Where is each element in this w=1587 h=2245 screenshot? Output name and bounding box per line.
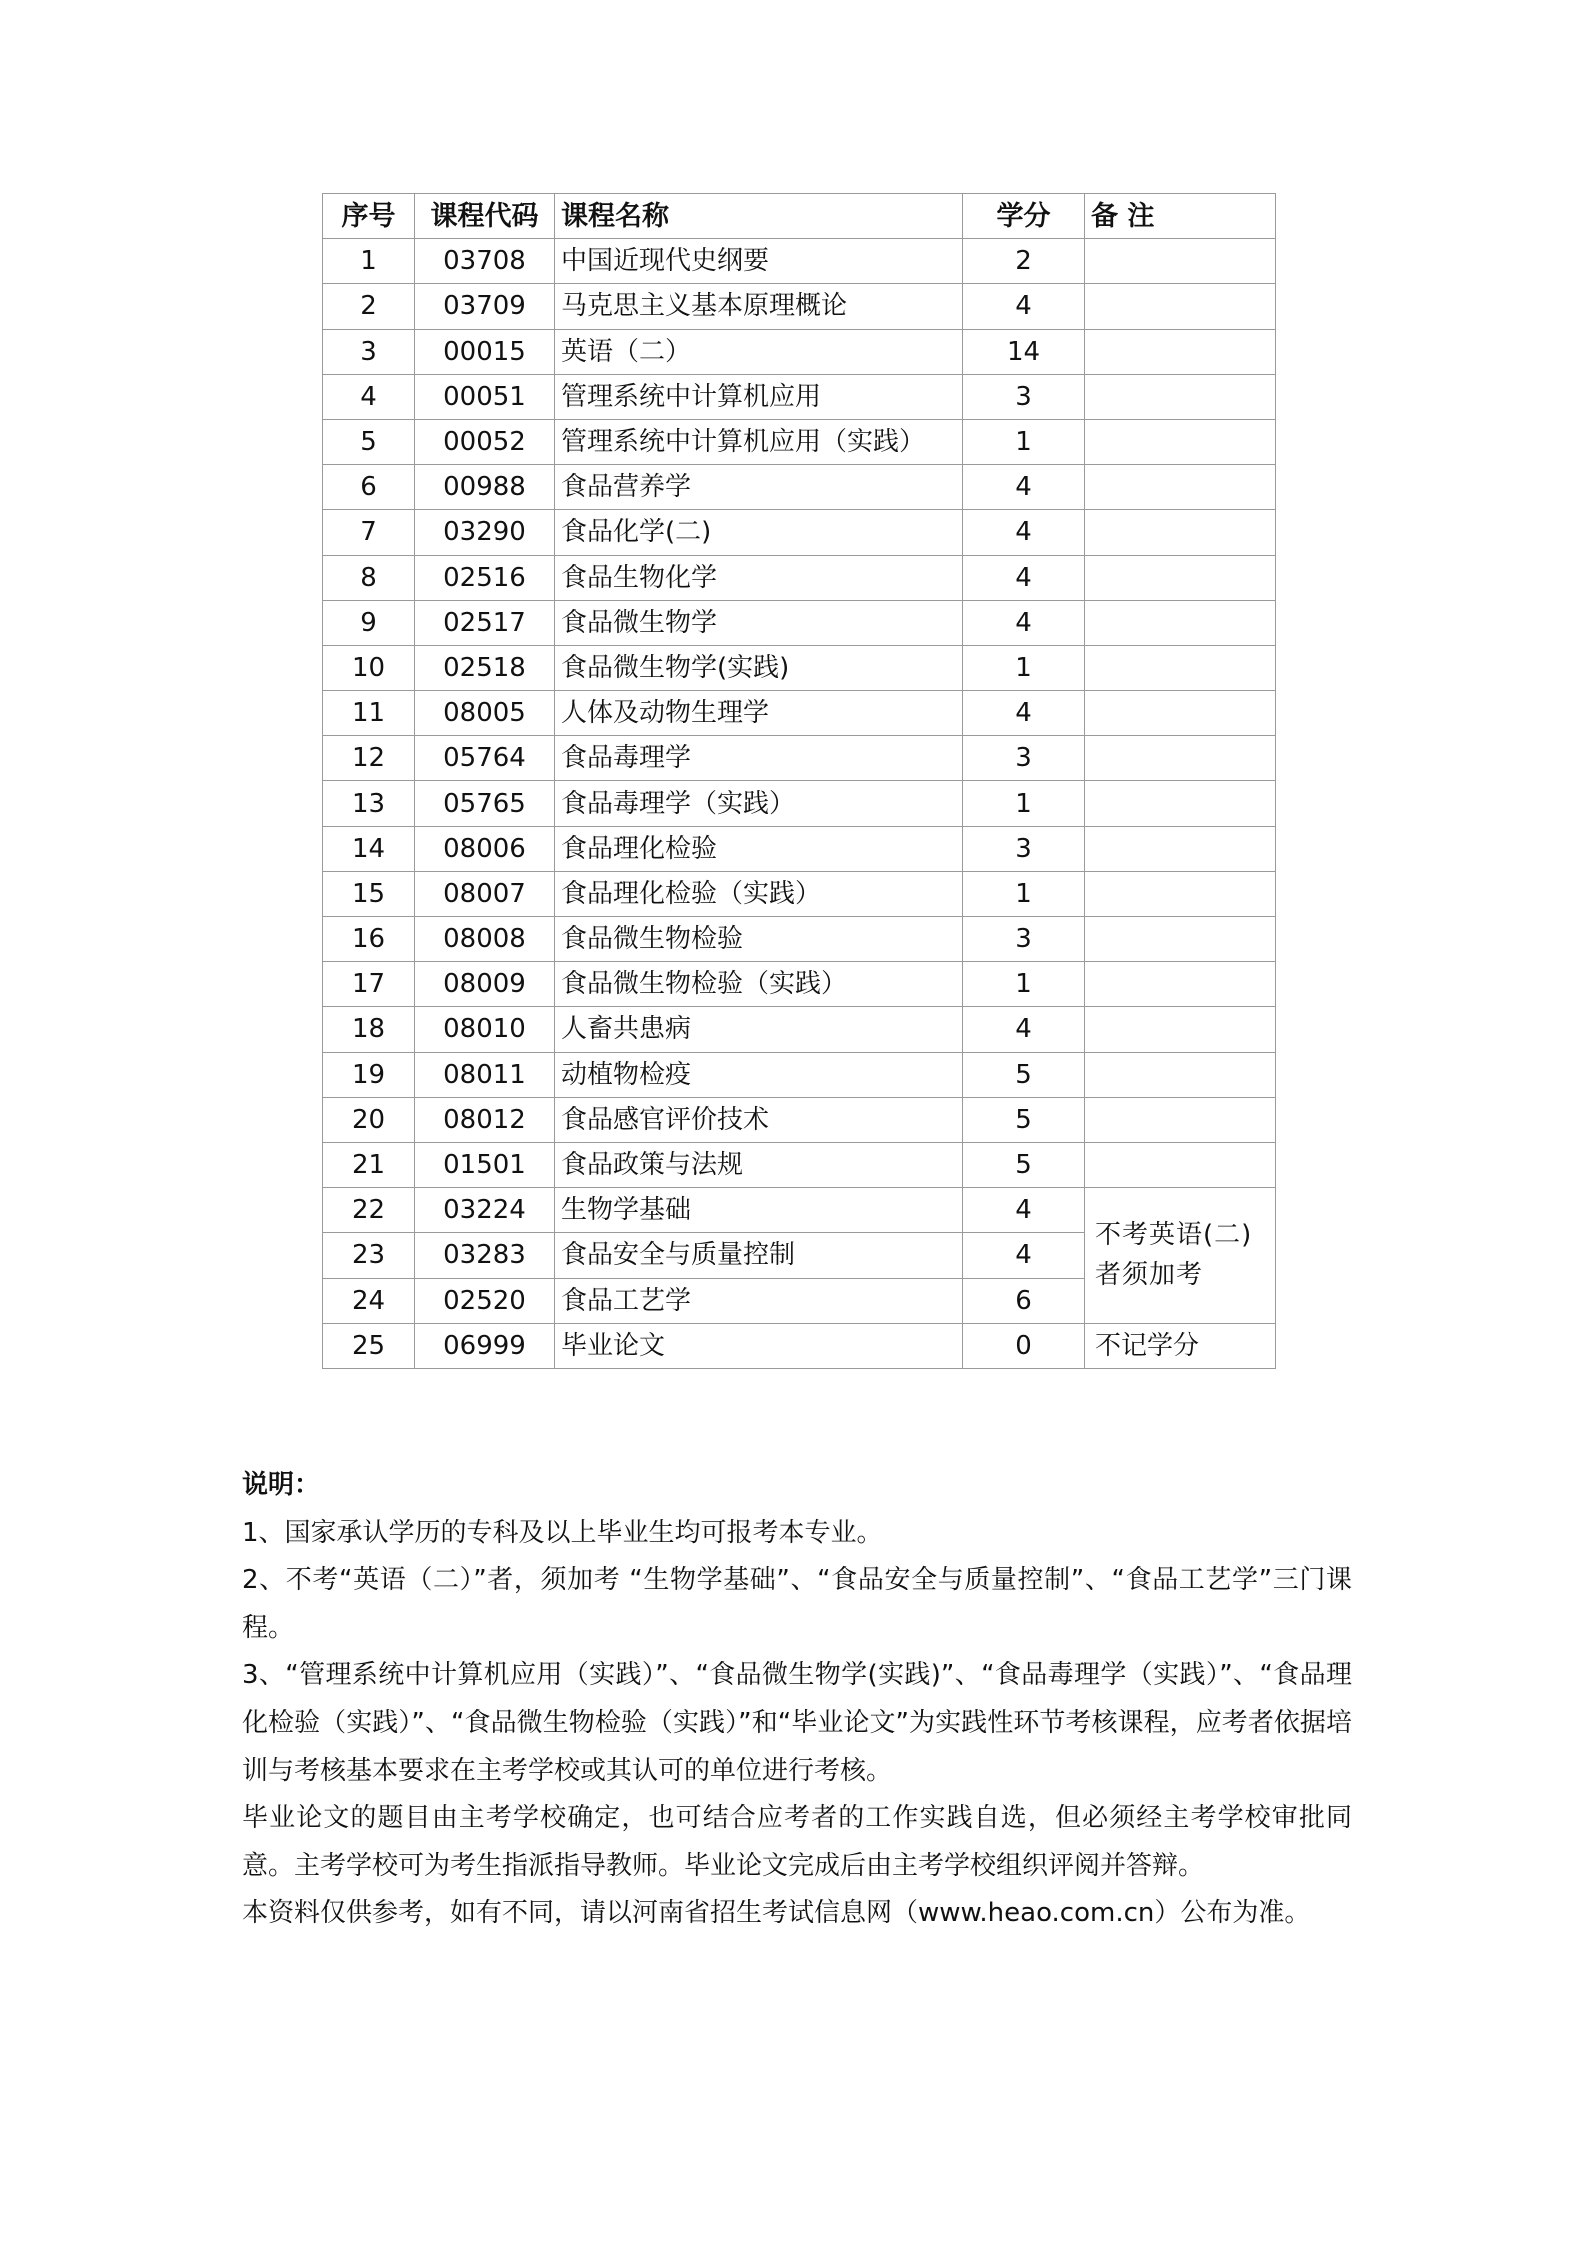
cell-name: 人体及动物生理学	[555, 691, 963, 736]
cell-code: 03708	[415, 239, 555, 284]
cell-name: 生物学基础	[555, 1188, 963, 1233]
cell-seq: 5	[323, 419, 415, 464]
cell-name: 食品化学(二)	[555, 510, 963, 555]
cell-code: 08012	[415, 1097, 555, 1142]
cell-credit: 4	[963, 691, 1085, 736]
table-row	[323, 1097, 1276, 1142]
table-row	[323, 781, 1276, 826]
cell-note	[1085, 736, 1276, 781]
cell-seq: 23	[323, 1233, 415, 1278]
table-row	[323, 465, 1276, 510]
cell-code: 08009	[415, 962, 555, 1007]
cell-seq: 4	[323, 374, 415, 419]
course-table	[322, 193, 1276, 1369]
cell-note	[1085, 555, 1276, 600]
header-code: 课程代码	[415, 194, 555, 239]
cell-credit: 4	[963, 555, 1085, 600]
cell-note	[1085, 645, 1276, 690]
cell-code: 02520	[415, 1278, 555, 1323]
cell-code: 02518	[415, 645, 555, 690]
cell-seq: 8	[323, 555, 415, 600]
cell-seq: 14	[323, 826, 415, 871]
cell-seq: 12	[323, 736, 415, 781]
cell-seq: 2	[323, 284, 415, 329]
table-row	[323, 1142, 1276, 1187]
table-row	[323, 1323, 1276, 1368]
cell-name: 食品微生物学	[555, 600, 963, 645]
cell-note	[1085, 239, 1276, 284]
table-row	[323, 871, 1276, 916]
cell-credit: 3	[963, 917, 1085, 962]
note-item-1: 1、国家承认学历的专科及以上毕业生均可报考本专业。	[242, 1517, 883, 1548]
cell-note	[1085, 917, 1276, 962]
cell-note	[1085, 374, 1276, 419]
cell-seq: 19	[323, 1052, 415, 1097]
cell-seq: 11	[323, 691, 415, 736]
cell-code: 05764	[415, 736, 555, 781]
cell-code: 08011	[415, 1052, 555, 1097]
note-item-4: 毕业论文的题目由主考学校确定，也可结合应考者的工作实践自选，但必须经主考学校审批同意。主考学校可为考生指派指导教师。毕业论文完成后由主考学校组织评阅并答辩。	[242, 1803, 1352, 1881]
cell-name: 管理系统中计算机应用（实践）	[555, 419, 963, 464]
cell-code: 03290	[415, 510, 555, 555]
cell-note	[1085, 284, 1276, 329]
cell-name: 马克思主义基本原理概论	[555, 284, 963, 329]
note-item-5: 本资料仅供参考，如有不同，请以河南省招生考试信息网（www.heao.com.cn）公布为准。	[242, 1898, 1311, 1929]
table-row	[323, 917, 1276, 962]
cell-seq: 25	[323, 1323, 415, 1368]
cell-seq: 10	[323, 645, 415, 690]
cell-name: 食品毒理学	[555, 736, 963, 781]
cell-credit: 1	[963, 781, 1085, 826]
cell-name: 英语（二）	[555, 329, 963, 374]
cell-seq: 7	[323, 510, 415, 555]
cell-name: 食品工艺学	[555, 1278, 963, 1323]
cell-note	[1085, 826, 1276, 871]
cell-credit: 3	[963, 826, 1085, 871]
cell-name: 食品微生物检验（实践）	[555, 962, 963, 1007]
cell-name: 食品理化检验	[555, 826, 963, 871]
table-row	[323, 1188, 1276, 1233]
cell-code: 03709	[415, 284, 555, 329]
table-row	[323, 600, 1276, 645]
course-table-body	[323, 239, 1276, 1369]
table-row	[323, 374, 1276, 419]
cell-note	[1085, 510, 1276, 555]
cell-note	[1085, 1097, 1276, 1142]
cell-name: 动植物检疫	[555, 1052, 963, 1097]
cell-credit: 4	[963, 465, 1085, 510]
cell-code: 03224	[415, 1188, 555, 1233]
notes-heading: 说明：	[242, 1470, 321, 1500]
cell-credit: 1	[963, 645, 1085, 690]
cell-credit: 4	[963, 284, 1085, 329]
cell-name: 食品安全与质量控制	[555, 1233, 963, 1278]
cell-code: 00051	[415, 374, 555, 419]
cell-credit: 1	[963, 419, 1085, 464]
cell-credit: 5	[963, 1142, 1085, 1187]
cell-note	[1085, 962, 1276, 1007]
cell-credit: 6	[963, 1278, 1085, 1323]
table-row	[323, 1052, 1276, 1097]
cell-name: 中国近现代史纲要	[555, 239, 963, 284]
cell-note	[1085, 419, 1276, 464]
note-item-3: 3、“管理系统中计算机应用（实践）”、“食品微生物学(实践)”、“食品毒理学（实践）”、“食品理化检验（实践）”、“食品微生物检验（实践）”和“毕业论文”为实践性环节考核课程，应考者依据培训与考核基本要求在主考学校或其认可的单位进行考核。	[242, 1660, 1352, 1786]
cell-credit: 4	[963, 1188, 1085, 1233]
cell-code: 00988	[415, 465, 555, 510]
table-row	[323, 962, 1276, 1007]
cell-note	[1085, 1007, 1276, 1052]
cell-note	[1085, 1052, 1276, 1097]
cell-credit: 5	[963, 1052, 1085, 1097]
cell-name: 食品微生物检验	[555, 917, 963, 962]
cell-name: 食品营养学	[555, 465, 963, 510]
cell-code: 00015	[415, 329, 555, 374]
table-row	[323, 826, 1276, 871]
cell-seq: 22	[323, 1188, 415, 1233]
cell-seq: 17	[323, 962, 415, 1007]
cell-code: 08008	[415, 917, 555, 962]
cell-note	[1085, 329, 1276, 374]
cell-name: 食品毒理学（实践）	[555, 781, 963, 826]
header-name: 课程名称	[555, 194, 963, 239]
cell-credit: 1	[963, 871, 1085, 916]
cell-seq: 15	[323, 871, 415, 916]
table-row	[323, 645, 1276, 690]
cell-note: 不记学分	[1085, 1323, 1276, 1368]
header-seq: 序号	[323, 194, 415, 239]
cell-seq: 20	[323, 1097, 415, 1142]
cell-note	[1085, 871, 1276, 916]
cell-code: 00052	[415, 419, 555, 464]
cell-credit: 1	[963, 962, 1085, 1007]
cell-seq: 21	[323, 1142, 415, 1187]
table-row	[323, 555, 1276, 600]
table-row	[323, 239, 1276, 284]
cell-note	[1085, 1142, 1276, 1187]
cell-credit: 3	[963, 374, 1085, 419]
cell-credit: 0	[963, 1323, 1085, 1368]
table-header-row	[323, 194, 1276, 239]
cell-code: 08007	[415, 871, 555, 916]
table-row	[323, 1007, 1276, 1052]
cell-name: 食品微生物学(实践)	[555, 645, 963, 690]
cell-name: 管理系统中计算机应用	[555, 374, 963, 419]
cell-name: 食品政策与法规	[555, 1142, 963, 1187]
cell-seq: 9	[323, 600, 415, 645]
cell-note-merged: 不考英语(二)者须加考	[1085, 1188, 1276, 1324]
cell-code: 05765	[415, 781, 555, 826]
cell-seq: 18	[323, 1007, 415, 1052]
cell-name: 食品理化检验（实践）	[555, 871, 963, 916]
table-row	[323, 736, 1276, 781]
cell-credit: 3	[963, 736, 1085, 781]
header-note: 备 注	[1085, 194, 1276, 239]
cell-note	[1085, 600, 1276, 645]
cell-code: 06999	[415, 1323, 555, 1368]
cell-seq: 1	[323, 239, 415, 284]
cell-seq: 16	[323, 917, 415, 962]
cell-seq: 13	[323, 781, 415, 826]
cell-credit: 14	[963, 329, 1085, 374]
cell-name: 食品感官评价技术	[555, 1097, 963, 1142]
cell-code: 08010	[415, 1007, 555, 1052]
cell-note	[1085, 465, 1276, 510]
cell-credit: 4	[963, 600, 1085, 645]
cell-seq: 6	[323, 465, 415, 510]
cell-name: 毕业论文	[555, 1323, 963, 1368]
table-row	[323, 691, 1276, 736]
cell-note	[1085, 691, 1276, 736]
cell-code: 02517	[415, 600, 555, 645]
cell-name: 食品生物化学	[555, 555, 963, 600]
cell-credit: 4	[963, 1007, 1085, 1052]
header-credit: 学分	[963, 194, 1085, 239]
cell-code: 03283	[415, 1233, 555, 1278]
cell-code: 01501	[415, 1142, 555, 1187]
notes-section	[242, 1462, 1352, 1938]
table-row	[323, 284, 1276, 329]
cell-credit: 2	[963, 239, 1085, 284]
cell-seq: 3	[323, 329, 415, 374]
cell-code: 02516	[415, 555, 555, 600]
cell-note	[1085, 781, 1276, 826]
cell-name: 人畜共患病	[555, 1007, 963, 1052]
table-row	[323, 510, 1276, 555]
cell-credit: 5	[963, 1097, 1085, 1142]
cell-code: 08006	[415, 826, 555, 871]
cell-credit: 4	[963, 1233, 1085, 1278]
note-item-2: 2、不考“英语（二）”者，须加考 “生物学基础”、“食品安全与质量控制”、“食品工艺学”三门课程。	[242, 1565, 1352, 1643]
cell-code: 08005	[415, 691, 555, 736]
cell-credit: 4	[963, 510, 1085, 555]
cell-seq: 24	[323, 1278, 415, 1323]
table-row	[323, 329, 1276, 374]
table-row	[323, 419, 1276, 464]
